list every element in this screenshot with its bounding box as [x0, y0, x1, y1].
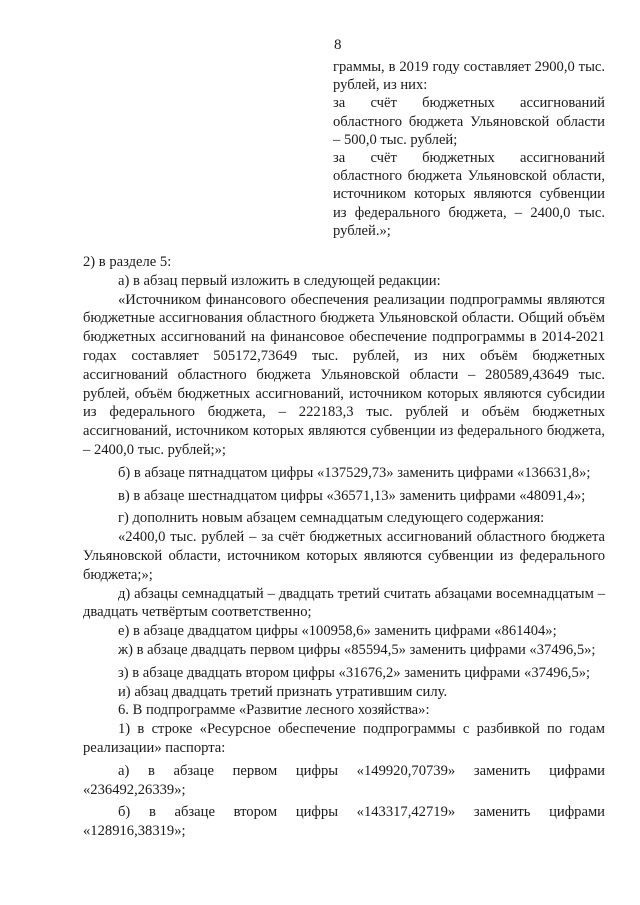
paragraph: в) в абзаце шестнадцатом цифры «36571,13» заменить цифрами «48091,4»; — [118, 487, 586, 504]
page-number: 8 — [334, 37, 342, 53]
paragraph: а) в абзаце первом цифры «149920,70739» заменить цифрами «236492,26339»; — [83, 762, 605, 798]
paragraph: за счёт бюджетных ассигнований областного бюджета Ульяновской области, источником которых являются субвенции из федерального бюджета, – 2400,0 тыс. рублей.»; — [333, 150, 605, 239]
paragraph: 6. В подпрограмме «Развитие лесного хозяйства»: — [118, 702, 430, 719]
paragraph: 2) в разделе 5: — [83, 254, 172, 270]
paragraph: г) дополнить новым абзацем семнадцатым следующего содержания: — [118, 510, 545, 527]
paragraph: з) в абзаце двадцать втором цифры «31676,2» заменить цифрами «37496,5»; — [118, 664, 591, 681]
paragraph: и) абзац двадцать третий признать утратившим силу. — [118, 683, 448, 700]
paragraph: д) абзацы семнадцатый – двадцать третий считать абзацами восемнадцатым – двадцать четвёртым соответственно; — [83, 585, 605, 621]
document-body — [83, 253, 605, 841]
paragraph: б) в абзаце пятнадцатом цифры «137529,73» заменить цифрами «136631,8»; — [118, 464, 591, 481]
right-column-text — [333, 58, 605, 240]
paragraph: а) в абзац первый изложить в следующей редакции: — [118, 272, 441, 289]
paragraph: ж) в абзаце двадцать первом цифры «85594,5» заменить цифрами «37496,5»; — [118, 641, 596, 658]
paragraph: «2400,0 тыс. рублей – за счёт бюджетных ассигнований областного бюджета Ульяновской области, источником которых являются субвенции из федерального бюджета;»; — [83, 529, 605, 583]
paragraph: б) в абзаце втором цифры «143317,42719» заменить цифрами «128916,38319»; — [83, 804, 605, 840]
paragraph: «Источником финансового обеспечения реализации подпрограммы являются бюджетные ассигнования областного бюджета Ульяновской области. Общий объём бюджетных ассигнований на финансовое обеспечение подпрограммы в 2014-2021 годах составляет 505172,73649 тыс. рублей, из них объём бюджетных ассигнований областного бюджета Ульяновской области – 280589,43649 тыс. рублей, объём бюджетных ассигнований, источником которых являются субсидии из федерального бюджета, – 222183,3 тыс. рублей и объём бюджетных ассигнований, источником которых являются субвенции из федерального бюджета, – 2400,0 тыс. рублей;»; — [83, 291, 605, 458]
paragraph: граммы, в 2019 году составляет 2900,0 тыс. рублей, из них: — [333, 59, 605, 94]
paragraph: 1) в строке «Ресурсное обеспечение подпрограммы с разбивкой по годам реализации» паспорта: — [83, 721, 605, 756]
paragraph: е) в абзаце двадцатом цифры «100958,6» заменить цифрами «861404»; — [118, 623, 557, 640]
paragraph: за счёт бюджетных ассигнований областного бюджета Ульяновской области – 500,0 тыс. рублей; — [333, 95, 605, 148]
